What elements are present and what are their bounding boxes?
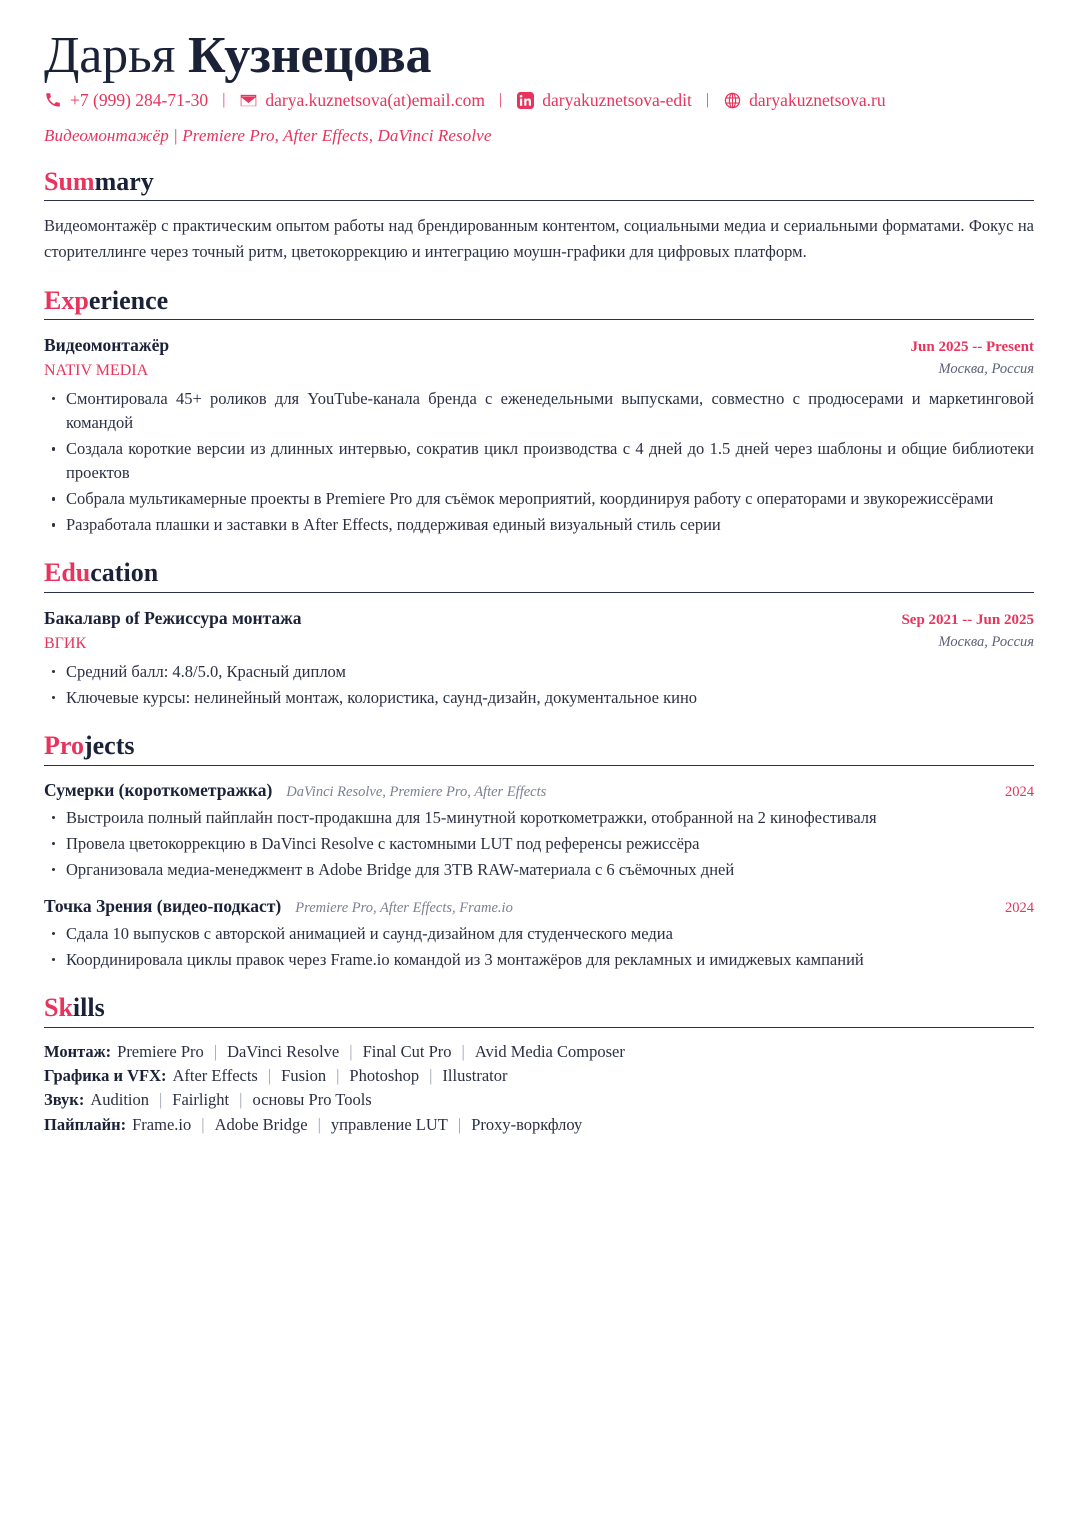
contact-linkedin-text: daryakuznetsova-edit: [542, 90, 692, 111]
education-dates: Sep 2021 -- Jun 2025: [901, 612, 1034, 629]
contact-linkedin[interactable]: [516, 89, 692, 112]
contact-separator: |: [499, 91, 503, 109]
section-title-projects: [44, 732, 1034, 761]
project-year: 2024: [1005, 783, 1034, 800]
skill-item: Avid Media Composer: [474, 1041, 625, 1061]
section-summary: [44, 168, 1034, 265]
section-projects: [44, 732, 1034, 972]
entry-header-row: [44, 607, 1034, 655]
list-item: Разработала плашки и заставки в After Effects, поддерживая единый визуальный стиль серии: [44, 513, 1034, 537]
section-title-accent: Pro: [44, 731, 84, 761]
project-entry: [44, 780, 1034, 882]
skill-separator: |: [213, 1041, 218, 1061]
contact-email[interactable]: [239, 89, 485, 112]
skill-item: Fairlight: [172, 1090, 230, 1110]
skills-list: [44, 1040, 1034, 1137]
entry-left: [44, 607, 302, 655]
skill-item: Illustrator: [442, 1066, 508, 1086]
skill-row: [44, 1040, 1034, 1063]
skill-row: [44, 1088, 1034, 1111]
section-title-skills: [44, 994, 1034, 1023]
list-item: Провела цветокоррекцию в DaVinci Resolve с кастомными LUT под референсы режиссёра: [44, 832, 1034, 856]
section-experience: [44, 287, 1034, 538]
project-entry: [44, 896, 1034, 972]
list-item: Смонтировала 45+ роликов для YouTube-канала бренда с еженедельными выпусками, совместно с продюсерами и маркетинговой командой: [44, 387, 1034, 435]
skill-row: [44, 1064, 1034, 1087]
section-rule: [44, 200, 1034, 201]
degree-title: Бакалавр of Режиссура монтажа: [44, 608, 302, 629]
skill-category-label: Пайплайн:: [44, 1114, 127, 1134]
phone-icon: [44, 91, 62, 109]
section-rule: [44, 592, 1034, 593]
skill-item: Frame.io: [132, 1114, 192, 1134]
skill-category-label: Графика и VFX:: [44, 1066, 167, 1086]
linkedin-icon: [516, 91, 534, 109]
skill-row: [44, 1113, 1034, 1136]
list-item: Средний балл: 4.8/5.0, Красный диплом: [44, 660, 1034, 684]
entry-header-row: [44, 896, 1034, 917]
skill-items: [132, 1115, 582, 1134]
section-title-rest: jects: [83, 731, 135, 761]
skill-separator: |: [461, 1041, 465, 1061]
skill-item: Fusion: [281, 1066, 327, 1086]
email-icon: [239, 91, 257, 109]
education-location: Москва, Россия: [938, 634, 1034, 651]
entry-header-row: [44, 334, 1034, 382]
section-title-rest: mary: [94, 166, 154, 196]
skill-item: управление LUT: [330, 1114, 448, 1134]
skill-category-label: Звук:: [44, 1090, 85, 1110]
skill-item: Final Cut Pro: [362, 1041, 452, 1061]
school-name: ВГИК: [44, 634, 87, 652]
section-education: [44, 559, 1034, 710]
job-bullets: [44, 387, 1034, 537]
section-title-rest: erience: [88, 285, 169, 315]
section-rule: [44, 765, 1034, 766]
skill-items: [172, 1066, 507, 1085]
skill-separator: |: [201, 1114, 205, 1134]
section-title-accent: Exp: [44, 285, 89, 315]
project-head: [44, 896, 513, 917]
first-name: Дарья: [44, 27, 176, 84]
skill-item: Photoshop: [349, 1066, 420, 1086]
last-name: Кузнецова: [188, 27, 432, 84]
education-entry: [44, 607, 1034, 710]
skill-separator: |: [336, 1066, 340, 1086]
contact-phone[interactable]: [44, 89, 208, 112]
resume-header: [44, 28, 1034, 146]
project-bullets: [44, 922, 1034, 972]
list-item: Координировала циклы правок через Frame.io командой из 3 монтажёров для рекламных и имиджевых кампаний: [44, 948, 1034, 972]
skill-separator: |: [317, 1114, 321, 1134]
job-title: Видеомонтажёр: [44, 335, 170, 356]
project-year: 2024: [1005, 899, 1034, 916]
project-name: Сумерки (короткометражка): [44, 779, 273, 800]
entry-left: [44, 334, 169, 382]
section-title-summary: [44, 168, 1034, 197]
project-stack: Premiere Pro, After Effects, Frame.io: [295, 899, 513, 916]
contact-website-text: daryakuznetsova.ru: [749, 90, 886, 111]
list-item: Собрала мультикамерные проекты в Premiere Pro для съёмок мероприятий, координируя работу с операторами и звукорежиссёрами: [44, 487, 1034, 511]
section-title-experience: [44, 287, 1034, 316]
project-name: Точка Зрения (видео-подкаст): [44, 895, 282, 916]
education-bullets: [44, 660, 1034, 710]
skill-separator: |: [158, 1090, 163, 1110]
skill-category-label: Монтаж:: [44, 1041, 112, 1061]
page-title: [44, 28, 1034, 83]
skill-items: [90, 1090, 371, 1109]
list-item: Сдала 10 выпусков с авторской анимацией и саунд-дизайном для студенческого медиа: [44, 922, 1034, 946]
job-location: Москва, Россия: [938, 361, 1034, 378]
experience-entry: [44, 334, 1034, 537]
skill-item: After Effects: [172, 1066, 258, 1086]
contact-website[interactable]: [723, 89, 886, 112]
skill-items: [117, 1042, 625, 1061]
entry-header-row: [44, 780, 1034, 801]
tagline: Видеомонтажёр | Premiere Pro, After Effects, DaVinci Resolve: [44, 125, 492, 145]
website-icon: [723, 91, 741, 109]
job-dates: Jun 2025 -- Present: [910, 339, 1034, 356]
section-title-accent: Edu: [44, 558, 91, 588]
section-rule: [44, 319, 1034, 320]
section-title-accent: Sum: [44, 166, 95, 196]
contact-line: [44, 89, 1034, 112]
contact-separator: |: [222, 91, 226, 109]
list-item: Создала короткие версии из длинных интервью, сократив цикл производства с 4 дней до 1.5 дней через шаблоны и общие библиотеки проектов: [44, 437, 1034, 485]
skill-separator: |: [457, 1114, 462, 1134]
section-skills: [44, 994, 1034, 1136]
list-item: Ключевые курсы: нелинейный монтаж, колористика, саунд-дизайн, документальное кино: [44, 686, 1034, 710]
skill-item: Proxy-воркфлоу: [471, 1114, 583, 1134]
list-item: Выстроила полный пайплайн пост-продакшна для 15-минутной короткометражки, отобранной на 2 кинофестиваля: [44, 806, 1034, 830]
section-title-education: [44, 559, 1034, 588]
section-title-accent: Sk: [44, 993, 73, 1022]
section-title-rest: cation: [90, 558, 159, 588]
skill-item: основы Pro Tools: [252, 1090, 372, 1110]
entry-right: [911, 337, 1034, 380]
project-bullets: [44, 806, 1034, 882]
company-name: NATIV MEDIA: [44, 361, 149, 379]
skill-item: DaVinci Resolve: [227, 1041, 340, 1061]
list-item: Организовала медиа-менеджмент в Adobe Bridge для 3TB RAW-материала с 6 съёмочных дней: [44, 858, 1034, 882]
contact-phone-text: +7 (999) 284-71-30: [70, 90, 209, 111]
summary-text: Видеомонтажёр с практическим опытом работы над брендированным контентом, социальными медиа и сериальными форматами. Фокус на сторителлинге через точный ритм, цветокоррекцию и интеграцию моушн-графики для цифровых платформ.: [44, 216, 1034, 262]
entry-right: [901, 610, 1034, 653]
skill-separator: |: [267, 1066, 272, 1086]
entry-right: [1005, 783, 1034, 801]
section-title-rest: ills: [72, 993, 105, 1022]
skill-item: Premiere Pro: [117, 1041, 204, 1061]
contact-email-text: darya.kuznetsova(at)email.com: [265, 90, 486, 111]
project-stack: DaVinci Resolve, Premiere Pro, After Effects: [286, 783, 547, 800]
skill-separator: |: [239, 1090, 243, 1110]
skill-item: Adobe Bridge: [214, 1114, 308, 1134]
entry-right: [1005, 899, 1034, 917]
contact-separator: |: [705, 91, 710, 109]
skill-separator: |: [349, 1041, 353, 1061]
skill-separator: |: [429, 1066, 433, 1086]
skill-item: Audition: [90, 1090, 149, 1110]
section-rule: [44, 1027, 1034, 1028]
project-head: [44, 780, 546, 801]
